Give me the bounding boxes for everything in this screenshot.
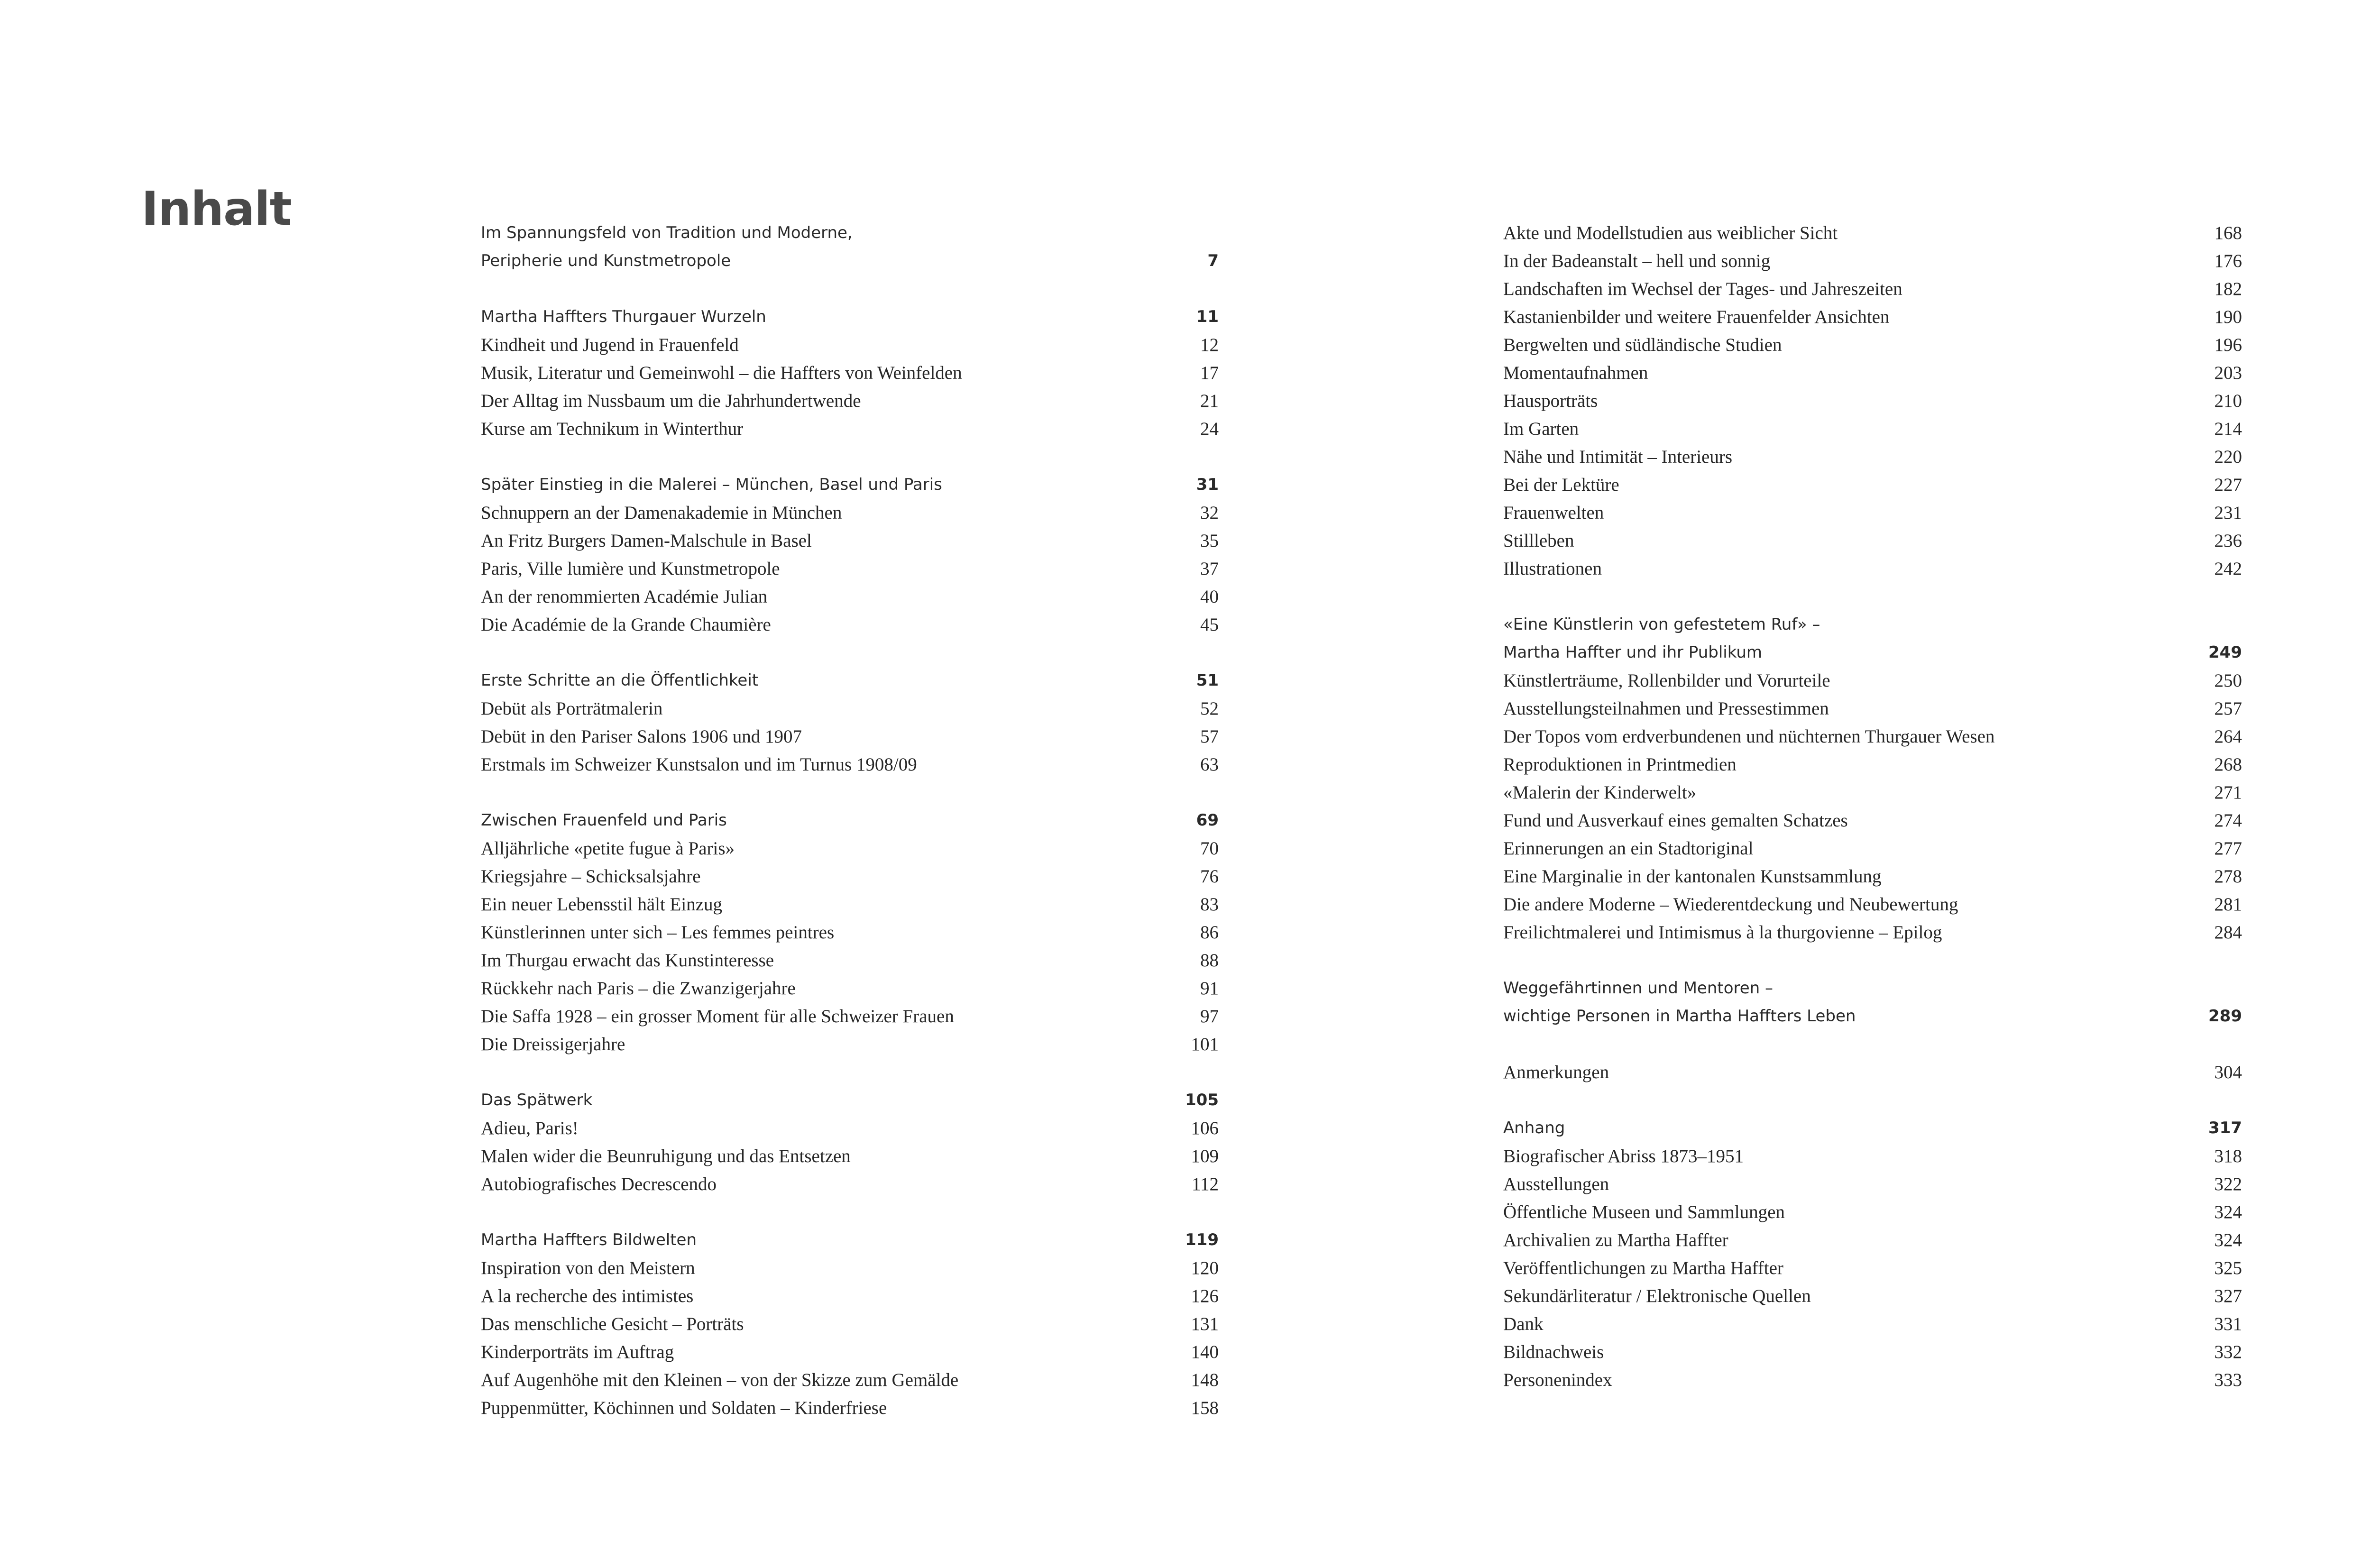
toc-entry-title: Inspiration von den Meistern bbox=[481, 1258, 695, 1278]
toc-entry-title: Künstlerinnen unter sich – Les femmes peintres bbox=[481, 922, 835, 943]
toc-entry-page-number: 12 bbox=[1200, 335, 1219, 355]
toc-entry[interactable] bbox=[481, 862, 1219, 890]
toc-entry-page-number: 284 bbox=[2214, 922, 2242, 943]
toc-entry-title: In der Badeanstalt – hell und sonnig bbox=[1503, 251, 1771, 271]
toc-entry-title: Puppenmütter, Köchinnen und Soldaten – Kinderfriese bbox=[481, 1398, 887, 1418]
toc-entry[interactable] bbox=[1503, 359, 2242, 387]
toc-entry[interactable] bbox=[481, 918, 1219, 946]
toc-section bbox=[1503, 219, 2242, 583]
toc-column-right bbox=[1503, 219, 2242, 1422]
toc-entry-title: Momentaufnahmen bbox=[1503, 363, 1648, 383]
section-heading-text: Weggefährtinnen und Mentoren – bbox=[1503, 979, 1774, 998]
toc-entry-page-number: 257 bbox=[2214, 698, 2242, 719]
toc-entry-page-number: 106 bbox=[1191, 1118, 1219, 1138]
toc-entry[interactable] bbox=[1503, 499, 2242, 527]
toc-entry-page-number: 227 bbox=[2214, 475, 2242, 495]
toc-entry[interactable] bbox=[481, 751, 1219, 779]
toc-entry[interactable] bbox=[1503, 1310, 2242, 1338]
toc-entry-page-number: 176 bbox=[2214, 251, 2242, 271]
toc-entry-title: Erinnerungen an ein Stadtoriginal bbox=[1503, 838, 1754, 859]
toc-entry-page-number: 231 bbox=[2214, 503, 2242, 523]
toc-entry[interactable] bbox=[1503, 807, 2242, 834]
toc-entry[interactable] bbox=[481, 723, 1219, 751]
toc-entry-title: Reproduktionen in Printmedien bbox=[1503, 754, 1737, 775]
section-heading[interactable] bbox=[481, 1086, 1219, 1114]
toc-entry-title: Im Garten bbox=[1503, 419, 1579, 439]
toc-entry-title: Die Académie de la Grande Chaumière bbox=[481, 614, 771, 635]
toc-entry-title: Bei der Lektüre bbox=[1503, 475, 1619, 495]
section-page-number: 31 bbox=[1196, 475, 1219, 494]
toc-entry[interactable] bbox=[1503, 471, 2242, 499]
toc-entry[interactable] bbox=[481, 611, 1219, 639]
section-page-number: 317 bbox=[2208, 1119, 2242, 1137]
toc-entry-page-number: 86 bbox=[1200, 922, 1219, 943]
section-heading[interactable] bbox=[481, 1226, 1219, 1254]
toc-entry[interactable] bbox=[1503, 219, 2242, 247]
toc-entry[interactable] bbox=[1503, 723, 2242, 751]
toc-entry-title: Veröffentlichungen zu Martha Haffter bbox=[1503, 1258, 1783, 1278]
toc-entry[interactable] bbox=[481, 331, 1219, 359]
toc-entry-page-number: 271 bbox=[2214, 782, 2242, 803]
toc-entry-page-number: 45 bbox=[1200, 614, 1219, 635]
toc-section bbox=[1503, 974, 2242, 1030]
toc-entry[interactable] bbox=[1503, 1338, 2242, 1366]
section-heading[interactable] bbox=[481, 471, 1219, 499]
toc-entry-page-number: 37 bbox=[1200, 559, 1219, 579]
toc-entry-page-number: 76 bbox=[1200, 866, 1219, 887]
toc-section bbox=[481, 471, 1219, 639]
toc-entry-title: Hausporträts bbox=[1503, 391, 1598, 411]
toc-entry-page-number: 332 bbox=[2214, 1342, 2242, 1362]
toc-entry-page-number: 182 bbox=[2214, 279, 2242, 299]
toc-entry-title: Der Topos vom erdverbundenen und nüchternen Thurgauer Wesen bbox=[1503, 726, 1995, 747]
toc-entry-page-number: 324 bbox=[2214, 1202, 2242, 1222]
toc-entry-title: «Malerin der Kinderwelt» bbox=[1503, 782, 1697, 803]
toc-entry-page-number: 331 bbox=[2214, 1314, 2242, 1334]
toc-entry-title: Der Alltag im Nussbaum um die Jahrhundertwende bbox=[481, 391, 861, 411]
toc-entry[interactable] bbox=[1503, 247, 2242, 275]
toc-entry[interactable] bbox=[481, 974, 1219, 1002]
toc-section bbox=[1503, 1058, 2242, 1086]
toc-entry[interactable] bbox=[1503, 1058, 2242, 1086]
section-page-number: 11 bbox=[1196, 307, 1219, 326]
toc-entry[interactable] bbox=[1503, 1198, 2242, 1226]
toc-entry[interactable] bbox=[1503, 918, 2242, 946]
toc-entry-page-number: 327 bbox=[2214, 1286, 2242, 1306]
section-heading-text: Martha Haffters Thurgauer Wurzeln bbox=[481, 307, 766, 326]
toc-entry[interactable] bbox=[1503, 275, 2242, 303]
section-heading-text: Erste Schritte an die Öffentlichkeit bbox=[481, 671, 759, 690]
section-heading[interactable] bbox=[1503, 1002, 2242, 1030]
toc-entry-title: Künstlerträume, Rollenbilder und Vorurteile bbox=[1503, 670, 1830, 691]
toc-entry-title: Kindheit und Jugend in Frauenfeld bbox=[481, 335, 739, 355]
toc-entry[interactable] bbox=[481, 527, 1219, 555]
toc-entry-title: Das menschliche Gesicht – Porträts bbox=[481, 1314, 744, 1334]
section-heading[interactable] bbox=[1503, 639, 2242, 667]
toc-entry-title: Frauenwelten bbox=[1503, 503, 1604, 523]
toc-entry-title: Autobiografisches Decrescendo bbox=[481, 1174, 717, 1194]
toc-entry-page-number: 17 bbox=[1200, 363, 1219, 383]
toc-entry-title: Adieu, Paris! bbox=[481, 1118, 579, 1138]
toc-entry-title: Anmerkungen bbox=[1503, 1062, 1609, 1082]
section-heading-text: Martha Haffter und ihr Publikum bbox=[1503, 643, 1763, 662]
section-heading-text: Das Spätwerk bbox=[481, 1091, 593, 1110]
toc-entry[interactable] bbox=[1503, 890, 2242, 918]
toc-entry-page-number: 97 bbox=[1200, 1006, 1219, 1027]
toc-entry-title: Ausstellungsteilnahmen und Pressestimmen bbox=[1503, 698, 1829, 719]
toc-entry-page-number: 120 bbox=[1191, 1258, 1219, 1278]
section-heading-text: wichtige Personen in Martha Haffters Leben bbox=[1503, 1007, 1856, 1026]
toc-entry-title: Die andere Moderne – Wiederentdeckung und Neubewertung bbox=[1503, 894, 1958, 915]
toc-entry-page-number: 148 bbox=[1191, 1370, 1219, 1390]
toc-entry-title: Debüt als Porträtmalerin bbox=[481, 698, 663, 719]
section-heading[interactable] bbox=[481, 219, 1219, 247]
section-heading[interactable] bbox=[1503, 1114, 2242, 1142]
toc-entry-page-number: 21 bbox=[1200, 391, 1219, 411]
toc-entry-title: Kurse am Technikum in Winterthur bbox=[481, 419, 744, 439]
toc-entry[interactable] bbox=[481, 415, 1219, 443]
toc-entry-title: Paris, Ville lumière und Kunstmetropole bbox=[481, 559, 780, 579]
toc-section bbox=[481, 1086, 1219, 1198]
toc-entry[interactable] bbox=[1503, 862, 2242, 890]
toc-entry-title: Eine Marginalie in der kantonalen Kunstsammlung bbox=[1503, 866, 1882, 887]
section-heading[interactable] bbox=[1503, 974, 2242, 1002]
toc-entry-title: Die Saffa 1928 – ein grosser Moment für alle Schweizer Frauen bbox=[481, 1006, 954, 1027]
toc-entry-title: Bildnachweis bbox=[1503, 1342, 1604, 1362]
toc-entry[interactable] bbox=[1503, 527, 2242, 555]
toc-entry-title: Kriegsjahre – Schicksalsjahre bbox=[481, 866, 701, 887]
toc-entry-page-number: 112 bbox=[1191, 1174, 1219, 1194]
section-page-number: 7 bbox=[1207, 251, 1219, 270]
toc-entry-page-number: 268 bbox=[2214, 754, 2242, 775]
section-heading-text: Peripherie und Kunstmetropole bbox=[481, 251, 731, 270]
toc-entry[interactable] bbox=[1503, 1366, 2242, 1394]
toc-entry[interactable] bbox=[481, 499, 1219, 527]
section-heading[interactable] bbox=[481, 303, 1219, 331]
toc-entry-page-number: 242 bbox=[2214, 559, 2242, 579]
toc-entry-page-number: 32 bbox=[1200, 503, 1219, 523]
toc-entry[interactable] bbox=[481, 555, 1219, 583]
toc-entry[interactable] bbox=[481, 1366, 1219, 1394]
toc-entry[interactable] bbox=[1503, 303, 2242, 331]
toc-entry-page-number: 131 bbox=[1191, 1314, 1219, 1334]
section-heading-text: Später Einstieg in die Malerei – München, Basel und Paris bbox=[481, 475, 942, 494]
toc-section bbox=[481, 303, 1219, 443]
toc-entry-title: Sekundärliteratur / Elektronische Quellen bbox=[1503, 1286, 1811, 1306]
toc-entry-page-number: 158 bbox=[1191, 1398, 1219, 1418]
toc-entry[interactable] bbox=[481, 359, 1219, 387]
toc-entry-page-number: 109 bbox=[1191, 1146, 1219, 1166]
section-heading-text: Im Spannungsfeld von Tradition und Moderne, bbox=[481, 223, 853, 242]
toc-entry-title: Erstmals im Schweizer Kunstsalon und im Turnus 1908/09 bbox=[481, 754, 917, 775]
toc-entry[interactable] bbox=[481, 1254, 1219, 1282]
section-heading-text: Anhang bbox=[1503, 1119, 1565, 1137]
toc-entry-page-number: 274 bbox=[2214, 810, 2242, 831]
toc-entry-page-number: 210 bbox=[2214, 391, 2242, 411]
toc-entry-page-number: 278 bbox=[2214, 866, 2242, 887]
toc-entry-title: Öffentliche Museen und Sammlungen bbox=[1503, 1202, 1785, 1222]
toc-entry-page-number: 281 bbox=[2214, 894, 2242, 915]
section-page-number: 105 bbox=[1185, 1091, 1219, 1110]
toc-entry-title: Illustrationen bbox=[1503, 559, 1602, 579]
toc-entry-title: Alljährliche «petite fugue à Paris» bbox=[481, 838, 735, 859]
toc-entry-title: Biografischer Abriss 1873–1951 bbox=[1503, 1146, 1744, 1166]
toc-entry-title: Akte und Modellstudien aus weiblicher Sicht bbox=[1503, 223, 1838, 243]
toc-entry[interactable] bbox=[481, 1170, 1219, 1198]
toc-entry-title: Ausstellungen bbox=[1503, 1174, 1609, 1194]
toc-entry-page-number: 220 bbox=[2214, 447, 2242, 467]
toc-entry-page-number: 40 bbox=[1200, 587, 1219, 607]
toc-entry[interactable] bbox=[1503, 555, 2242, 583]
toc-entry-title: Kinderporträts im Auftrag bbox=[481, 1342, 674, 1362]
toc-entry-page-number: 325 bbox=[2214, 1258, 2242, 1278]
toc-entry-page-number: 35 bbox=[1200, 531, 1219, 551]
toc-entry-page-number: 318 bbox=[2214, 1146, 2242, 1166]
section-heading[interactable] bbox=[481, 807, 1219, 834]
toc-section bbox=[1503, 1114, 2242, 1394]
toc-section bbox=[481, 219, 1219, 275]
toc-entry[interactable] bbox=[1503, 751, 2242, 779]
toc-entry-page-number: 57 bbox=[1200, 726, 1219, 747]
section-heading-text: «Eine Künstlerin von gefestetem Ruf» – bbox=[1503, 615, 1820, 634]
toc-entry-page-number: 168 bbox=[2214, 223, 2242, 243]
toc-column-left bbox=[481, 219, 1219, 1450]
toc-entry-title: Landschaften im Wechsel der Tages- und Jahreszeiten bbox=[1503, 279, 1902, 299]
toc-entry-page-number: 203 bbox=[2214, 363, 2242, 383]
toc-entry-page-number: 52 bbox=[1200, 698, 1219, 719]
toc-entry-title: Musik, Literatur und Gemeinwohl – die Haffters von Weinfelden bbox=[481, 363, 962, 383]
toc-entry[interactable] bbox=[481, 583, 1219, 611]
toc-entry-page-number: 88 bbox=[1200, 950, 1219, 971]
section-heading[interactable] bbox=[481, 667, 1219, 695]
toc-entry[interactable] bbox=[1503, 387, 2242, 415]
toc-entry[interactable] bbox=[481, 1394, 1219, 1422]
section-page-number: 69 bbox=[1196, 811, 1219, 830]
toc-section bbox=[481, 1226, 1219, 1422]
toc-entry-page-number: 24 bbox=[1200, 419, 1219, 439]
section-heading-text: Zwischen Frauenfeld und Paris bbox=[481, 811, 727, 830]
toc-entry[interactable] bbox=[1503, 1142, 2242, 1170]
toc-entry-title: Im Thurgau erwacht das Kunstinteresse bbox=[481, 950, 774, 971]
toc-entry-page-number: 324 bbox=[2214, 1230, 2242, 1250]
toc-entry[interactable] bbox=[1503, 834, 2242, 862]
toc-entry-page-number: 322 bbox=[2214, 1174, 2242, 1194]
toc-entry-title: Debüt in den Pariser Salons 1906 und 1907 bbox=[481, 726, 802, 747]
toc-entry-page-number: 63 bbox=[1200, 754, 1219, 775]
toc-entry[interactable] bbox=[481, 1282, 1219, 1310]
toc-entry-page-number: 304 bbox=[2214, 1062, 2242, 1082]
toc-entry[interactable] bbox=[1503, 443, 2242, 471]
section-heading[interactable] bbox=[1503, 611, 2242, 639]
toc-entry[interactable] bbox=[1503, 695, 2242, 723]
toc-entry-page-number: 83 bbox=[1200, 894, 1219, 915]
toc-entry[interactable] bbox=[1503, 1170, 2242, 1198]
toc-entry-page-number: 190 bbox=[2214, 307, 2242, 327]
toc-entry-page-number: 214 bbox=[2214, 419, 2242, 439]
toc-entry[interactable] bbox=[1503, 779, 2242, 807]
section-heading-text: Martha Haffters Bildwelten bbox=[481, 1230, 697, 1249]
toc-entry[interactable] bbox=[481, 946, 1219, 974]
toc-section bbox=[1503, 611, 2242, 946]
toc-entry-title: Auf Augenhöhe mit den Kleinen – von der Skizze zum Gemälde bbox=[481, 1370, 959, 1390]
toc-entry[interactable] bbox=[481, 1310, 1219, 1338]
toc-entry[interactable] bbox=[481, 1002, 1219, 1030]
toc-entry-title: An der renommierten Académie Julian bbox=[481, 587, 768, 607]
toc-entry-title: Personenindex bbox=[1503, 1370, 1612, 1390]
toc-entry-title: Malen wider die Beunruhigung und das Entsetzen bbox=[481, 1146, 851, 1166]
toc-entry-title: Ein neuer Lebensstil hält Einzug bbox=[481, 894, 723, 915]
toc-entry-page-number: 250 bbox=[2214, 670, 2242, 691]
toc-entry[interactable] bbox=[481, 1338, 1219, 1366]
toc-entry[interactable] bbox=[481, 1114, 1219, 1142]
toc-entry-title: Rückkehr nach Paris – die Zwanzigerjahre bbox=[481, 978, 796, 999]
toc-entry-title: Schnuppern an der Damenakademie in München bbox=[481, 503, 842, 523]
toc-entry[interactable] bbox=[481, 1030, 1219, 1058]
toc-entry-title: Fund und Ausverkauf eines gemalten Schatzes bbox=[1503, 810, 1848, 831]
page-title: Inhalt bbox=[141, 182, 292, 236]
toc-entry-title: An Fritz Burgers Damen-Malschule in Basel bbox=[481, 531, 812, 551]
toc-entry[interactable] bbox=[481, 1142, 1219, 1170]
toc-entry[interactable] bbox=[481, 695, 1219, 723]
toc-entry-page-number: 140 bbox=[1191, 1342, 1219, 1362]
toc-entry-title: Stillleben bbox=[1503, 531, 1574, 551]
toc-entry-title: A la recherche des intimistes bbox=[481, 1286, 694, 1306]
toc-entry-title: Dank bbox=[1503, 1314, 1544, 1334]
toc-entry-title: Freilichtmalerei und Intimismus à la thurgovienne – Epilog bbox=[1503, 922, 1942, 943]
toc-entry-page-number: 264 bbox=[2214, 726, 2242, 747]
toc-entry-title: Archivalien zu Martha Haffter bbox=[1503, 1230, 1728, 1250]
toc-entry[interactable] bbox=[1503, 415, 2242, 443]
toc-entry[interactable] bbox=[1503, 1226, 2242, 1254]
toc-entry-title: Nähe und Intimität – Interieurs bbox=[1503, 447, 1733, 467]
toc-entry-page-number: 333 bbox=[2214, 1370, 2242, 1390]
toc-entry[interactable] bbox=[1503, 1282, 2242, 1310]
toc-entry[interactable] bbox=[1503, 1254, 2242, 1282]
toc-entry-page-number: 277 bbox=[2214, 838, 2242, 859]
toc-entry-page-number: 91 bbox=[1200, 978, 1219, 999]
section-heading[interactable] bbox=[481, 247, 1219, 275]
section-page-number: 249 bbox=[2208, 643, 2242, 662]
toc-entry-page-number: 236 bbox=[2214, 531, 2242, 551]
toc-entry-title: Kastanienbilder und weitere Frauenfelder Ansichten bbox=[1503, 307, 1890, 327]
toc-section bbox=[481, 667, 1219, 779]
toc-section bbox=[481, 807, 1219, 1058]
section-page-number: 289 bbox=[2208, 1007, 2242, 1026]
toc-entry-title: Die Dreissigerjahre bbox=[481, 1034, 625, 1055]
toc-entry[interactable] bbox=[481, 387, 1219, 415]
toc-entry-page-number: 196 bbox=[2214, 335, 2242, 355]
toc-entry[interactable] bbox=[481, 890, 1219, 918]
toc-entry-page-number: 70 bbox=[1200, 838, 1219, 859]
toc-entry[interactable] bbox=[481, 834, 1219, 862]
toc-entry[interactable] bbox=[1503, 667, 2242, 695]
toc-entry-page-number: 101 bbox=[1191, 1034, 1219, 1055]
toc-entry-page-number: 126 bbox=[1191, 1286, 1219, 1306]
toc-entry[interactable] bbox=[1503, 331, 2242, 359]
section-page-number: 119 bbox=[1185, 1230, 1219, 1249]
toc-entry-title: Bergwelten und südländische Studien bbox=[1503, 335, 1782, 355]
section-page-number: 51 bbox=[1196, 671, 1219, 690]
